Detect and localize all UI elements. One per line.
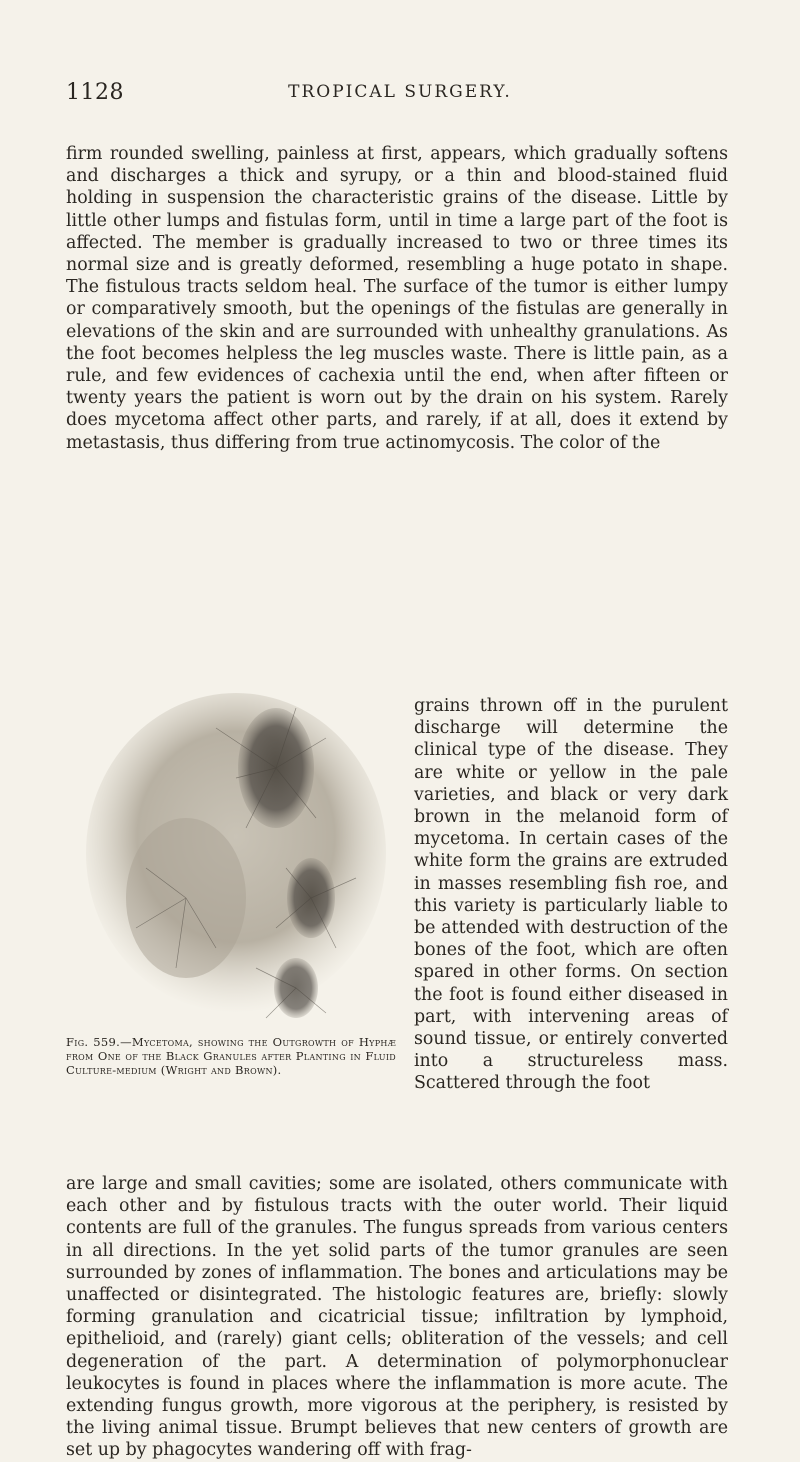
figure-caption bbox=[66, 1035, 396, 1077]
running-title: TROPICAL SURGERY. bbox=[288, 82, 512, 102]
figure-label: Fig. 559. bbox=[66, 1035, 121, 1049]
paragraph-top: firm rounded swelling, painless at first, appears, which gradually softens and discharges a thick and syrupy, or a thin and blood-stained fluid holding in suspension the characteristic grains of the disease. Little by little other lumps and fistulas form, until in time a large part of the foot is affected. The member is gradually increased to two or three times its normal size and is greatly deformed, resembling a huge potato in shape. The fistulous tracts seldom heal. The surface of the tumor is either lumpy or comparatively smooth, but the openings of the fistulas are generally in elevations of the skin and are surrounded with unhealthy granulations. As the foot becomes helpless the leg muscles waste. There is little pain, as a rule, and few evidences of cachexia until the end, when after fifteen or twenty years the patient is worn out by the drain on his system. Rarely does mycetoma affect other parts, and rarely, if at all, does it extend by metastasis, thus differing from true actinomycosis. The color of the bbox=[66, 144, 728, 453]
paragraph-bottom: are large and small cavities; some are isolated, others communicate with each other and by fistulous tracts with the outer world. Their liquid contents are full of the granules. The fungus spreads from various centers in all directions. In the yet solid parts of the tumor granules are seen surrounded by zones of inflammation. The bones and articulations may be unaffected or disintegrated. The histologic features are, briefly: slowly forming granulation and cicatricial tissue; infiltration by lymphoid, epithelioid, and (rarely) giant cells; obliteration of the vessels; and cell degeneration of the part. A determination of polymorphonuclear leukocytes is found in places where the inflammation is more acute. The extending fungus growth, more vigorous at the periphery, is resisted by the living animal tissue. Brumpt believes that new centers of growth are set up by phagocytes wandering off with frag- bbox=[66, 1174, 728, 1461]
figure-caption-text: —Mycetoma, showing the Outgrowth of Hyphæ from One of the Black Granules after Planting in Fluid Culture-medium (Wright and Brown). bbox=[66, 1035, 396, 1077]
page-number: 1128 bbox=[66, 80, 124, 105]
figure-mycetoma-micrograph bbox=[66, 668, 396, 1040]
paragraph-wrap: grains thrown off in the purulent discharge will determine the clinical type of the disease. They are white or yellow in the pale varieties, and black or very dark brown in the melanoid form of mycetoma. In certain cases of the white form the grains are extruded in masses resembling fish roe, and this variety is particularly liable to be attended with destruction of the bones of the foot, which are often spared in other forms. On section the foot is found either diseased in part, with intervening areas of sound tissue, or entirely converted into a structureless mass. Scattered through the foot bbox=[414, 696, 728, 1094]
running-head bbox=[66, 80, 734, 108]
micrograph-illustration bbox=[66, 668, 396, 1040]
